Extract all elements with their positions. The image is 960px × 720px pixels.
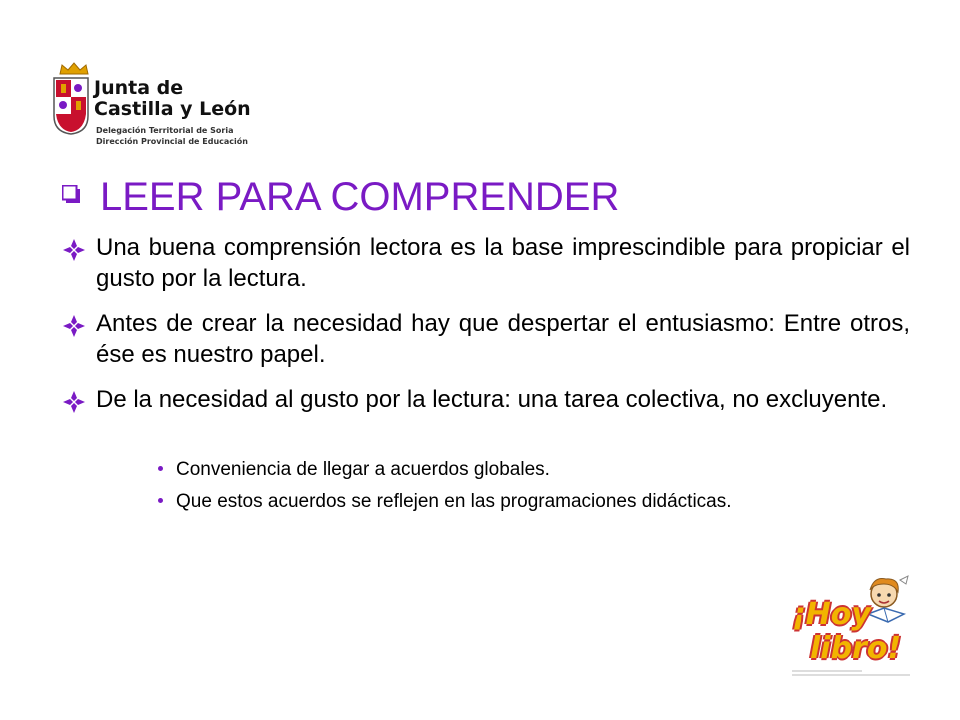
- list-item: [60, 232, 910, 294]
- logo-title-line1: Junta de: [94, 77, 184, 99]
- list-item-text: Antes de crear la necesidad hay que despertar el entusiasmo: Entre otros, ése es nuestro papel.: [96, 310, 910, 368]
- bullet-list: [60, 232, 910, 429]
- sub-list-item: [158, 458, 910, 482]
- hoy-libro-logo: [788, 570, 918, 682]
- junta-logo: [50, 62, 250, 152]
- logo-subtitle-line1: Delegación Territorial de Soria: [96, 126, 234, 135]
- sub-list-item-text: Que estos acuerdos se reflejen en las programaciones didácticas.: [176, 491, 732, 512]
- hoy-logo-word1: ¡Hoy: [792, 597, 871, 632]
- hoy-logo-word2: libro!: [810, 631, 902, 666]
- sub-bullet-list: [158, 458, 910, 522]
- coat-of-arms-icon: [52, 76, 90, 136]
- list-item: [60, 384, 910, 415]
- diamond-bullet-icon: [62, 390, 86, 414]
- sub-list-item-text: Conveniencia de llegar a acuerdos globales.: [176, 459, 550, 480]
- list-item-text: Una buena comprensión lectora es la base imprescindible para propiciar el gusto por la lectura.: [96, 234, 910, 292]
- logo-subtitle-line2: Dirección Provincial de Educación: [96, 137, 248, 146]
- sub-list-item: [158, 490, 910, 514]
- diamond-bullet-icon: [62, 314, 86, 338]
- checkbox-bullet-icon: [62, 185, 80, 204]
- list-item: [60, 308, 910, 370]
- crown-icon: [58, 62, 90, 76]
- list-item-text: De la necesidad al gusto por la lectura: una tarea colectiva, no excluyente.: [96, 386, 888, 413]
- dot-bullet-icon: [158, 466, 163, 471]
- diamond-bullet-icon: [62, 238, 86, 262]
- dot-bullet-icon: [158, 498, 163, 503]
- logo-title-line2: Castilla y León: [94, 98, 251, 120]
- page-title: LEER PARA COMPRENDER: [100, 175, 620, 219]
- hoy-logo-fineprint: [792, 668, 910, 678]
